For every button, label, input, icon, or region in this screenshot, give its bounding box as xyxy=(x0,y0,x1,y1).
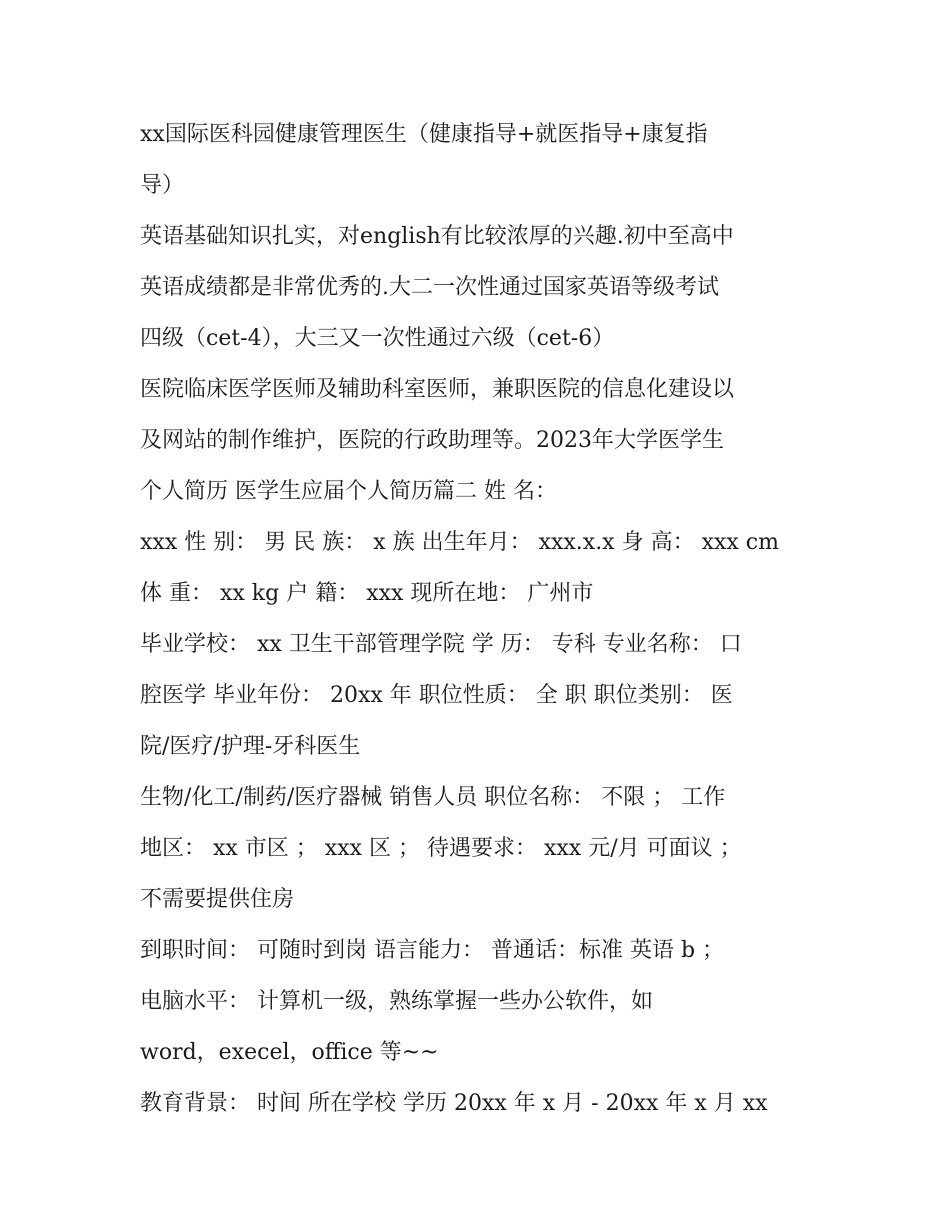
text-line: 四级（cet-4），大三又一次性通过六级（cet-6） xyxy=(140,326,615,351)
text-line: 院/医疗/护理-牙科医生 xyxy=(140,734,361,759)
text-line: 地区： xx 市区 ； xxx 区 ； 待遇要求： xxx 元/月 可面议 ； xyxy=(140,836,742,861)
text-line: 及网站的制作维护，医院的行政助理等。2023年大学医学生 xyxy=(140,428,724,453)
text-line: xx国际医科园健康管理医生（健康指导+就医指导+康复指 xyxy=(140,122,708,147)
text-line: 导） xyxy=(140,173,185,198)
text-line: word，execel，office 等~~ xyxy=(140,1040,439,1065)
document-body xyxy=(140,109,820,1129)
text-line: 毕业学校： xx 卫生干部管理学院 学 历： 专科 专业名称： 口 xyxy=(140,632,742,657)
text-line: 教育背景： 时间 所在学校 学历 20xx 年 x 月 - 20xx 年 x 月 xx xyxy=(140,1091,768,1116)
text-line: 腔医学 毕业年份： 20xx 年 职位性质： 全 职 职位类别： 医 xyxy=(140,683,733,708)
text-line: 体 重： xx kg 户 籍： xxx 现所在地： 广州市 xyxy=(140,581,594,606)
text-line: 个人简历 医学生应届个人简历篇二 姓 名： xyxy=(140,479,557,504)
text-line: 到职时间： 可随时到岗 语言能力： 普通话：标准 英语 b ； xyxy=(140,938,725,963)
text-line: 英语基础知识扎实，对english有比较浓厚的兴趣.初中至高中 xyxy=(140,224,734,249)
text-line: 医院临床医学医师及辅助科室医师，兼职医院的信息化建设以 xyxy=(140,377,735,402)
text-line: 生物/化工/制药/医疗器械 销售人员 职位名称： 不限 ； 工作 xyxy=(140,785,726,810)
text-line: xxx 性 别： 男 民 族： x 族 出生年月： xxx.x.x 身 高： xxx cm xyxy=(140,530,779,555)
text-line: 电脑水平： 计算机一级，熟练掌握一些办公软件，如 xyxy=(140,989,653,1014)
text-line: 不需要提供住房 xyxy=(140,887,295,912)
text-line: 英语成绩都是非常优秀的.大二一次性通过国家英语等级考试 xyxy=(140,275,719,300)
